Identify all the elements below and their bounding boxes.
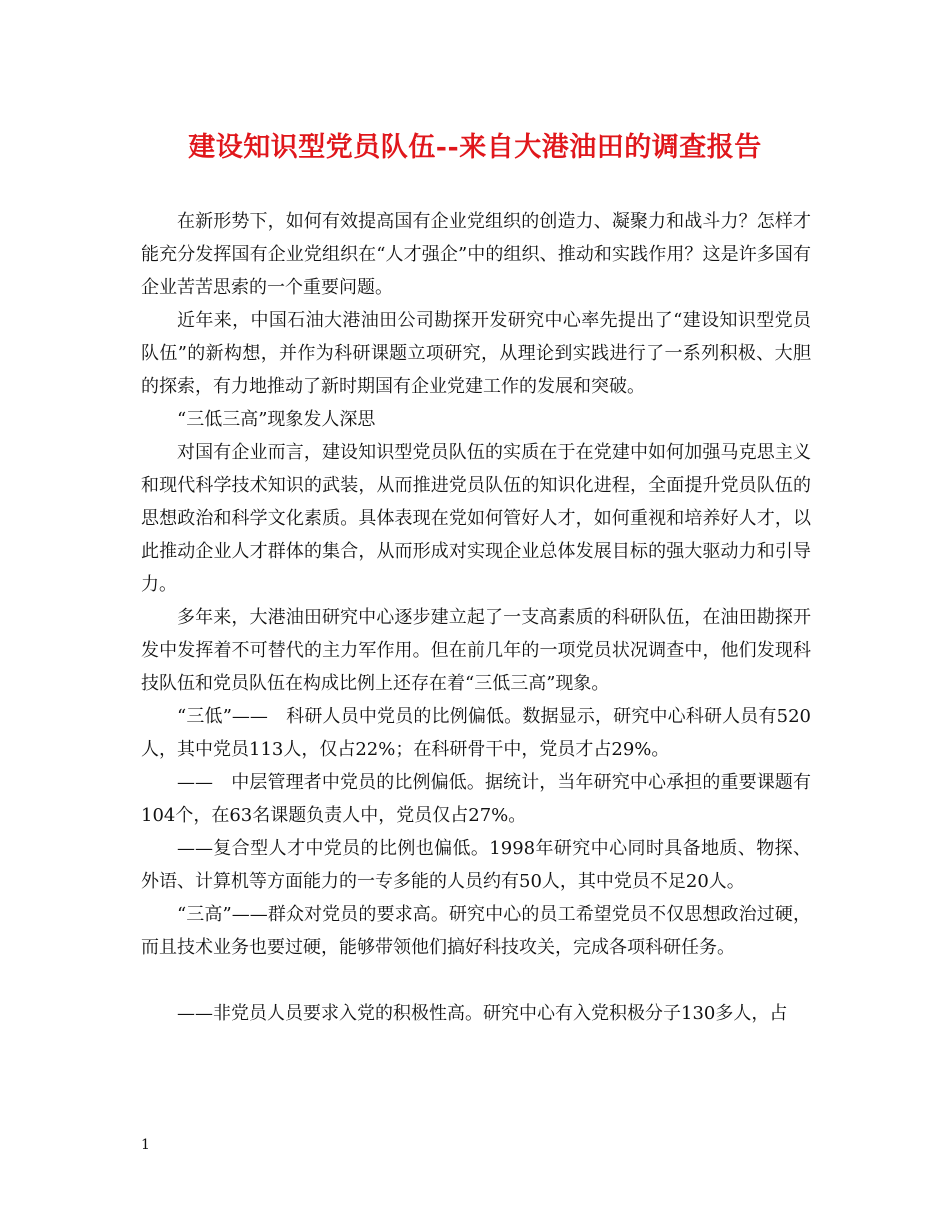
paragraph: —— 中层管理者中党员的比例偏低。据统计，当年研究中心承担的重要课题有104个，在63名课题负责人中，党员仅占27%。	[141, 772, 811, 826]
paragraph: 在新形势下，如何有效提高国有企业党组织的创造力、凝聚力和战斗力？怎样才能充分发挥国有企业党组织在“人才强企”中的组织、推动和实践作用？这是许多国有企业苦苦思索的一个重要问题。	[141, 211, 811, 298]
paragraph: “三高”——群众对党员的要求高。研究中心的员工希望党员不仅思想政治过硬，而且技术业务也要过硬，能够带领他们搞好科技攻关，完成各项科研任务。	[141, 904, 811, 958]
document-body	[141, 205, 811, 1030]
page-number: 1	[141, 1137, 150, 1153]
document-title: 建设知识型党员队伍--来自大港油田的调查报告	[188, 132, 762, 163]
paragraph: 对国有企业而言，建设知识型党员队伍的实质在于在党建中如何加强马克思主义和现代科学技术知识的武装，从而推进党员队伍的知识化进程，全面提升党员队伍的思想政治和科学文化素质。具体表现在党如何管好人才，如何重视和培养好人才，以此推动企业人才群体的集合，从而形成对实现企业总体发展目标的强大驱动力和引导力。	[141, 442, 811, 595]
paragraph: 近年来，中国石油大港油田公司勘探开发研究中心率先提出了“建设知识型党员队伍”的新构想，并作为科研课题立项研究，从理论到实践进行了一系列积极、大胆的探索，有力地推动了新时期国有企业党建工作的发展和突破。	[141, 310, 811, 397]
section-heading: “三低三高”现象发人深思	[177, 409, 376, 430]
paragraph: ——复合型人才中党员的比例也偏低。1998年研究中心同时具备地质、物探、外语、计算机等方面能力的一专多能的人员约有50人，其中党员不足20人。	[141, 838, 811, 892]
paragraph: “三低”—— 科研人员中党员的比例偏低。数据显示，研究中心科研人员有520人，其中党员113人，仅占22%；在科研骨干中，党员才占29%。	[141, 706, 811, 760]
paragraph: ——非党员人员要求入党的积极性高。研究中心有入党积极分子130多人，占	[177, 1003, 788, 1024]
paragraph: 多年来，大港油田研究中心逐步建立起了一支高素质的科研队伍，在油田勘探开发中发挥着不可替代的主力军作用。但在前几年的一项党员状况调查中，他们发现科技队伍和党员队伍在构成比例上还存在着“三低三高”现象。	[141, 607, 811, 694]
